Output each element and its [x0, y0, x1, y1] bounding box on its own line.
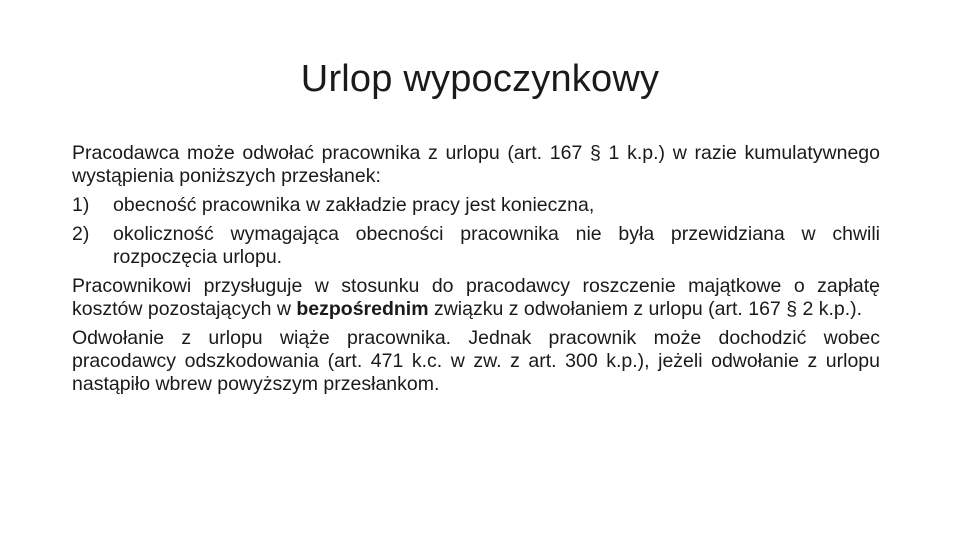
- slide-title: Urlop wypoczynkowy: [300, 58, 660, 100]
- list-text: okoliczność wymagająca obecności pracownika nie była przewidziana w chwili rozpoczęcia urlopu.: [113, 223, 880, 268]
- list-number: 1): [72, 194, 90, 216]
- compensation-paragraph: [72, 275, 880, 321]
- list-item-2: [72, 223, 880, 269]
- slide-body: [72, 142, 880, 402]
- list-item-1: [72, 194, 880, 217]
- compensation-text-before: Pracownikowi przysługuje w stosunku do pracodawcy roszczenie majątkowe o zapłatę kosztów pozostających w: [72, 275, 880, 320]
- intro-paragraph: Pracodawca może odwołać pracownika z urlopu (art. 167 § 1 k.p.) w razie kumulatywnego wystąpienia poniższych przesłanek:: [72, 142, 880, 187]
- compensation-text-after: związku z odwołaniem z urlopu (art. 167 § 2 k.p.).: [428, 298, 863, 320]
- list-number: 2): [72, 223, 90, 245]
- list-text: obecność pracownika w zakładzie pracy jest konieczna,: [113, 194, 595, 216]
- damages-paragraph: Odwołanie z urlopu wiąże pracownika. Jednak pracownik może dochodzić wobec pracodawcy odszkodowania (art. 471 k.c. w zw. z art. 300 k.p.), jeżeli odwołanie z urlopu nastąpiło wbrew powyższym przesłankom.: [72, 327, 880, 395]
- emphasis-bold: bezpośrednim: [296, 298, 429, 320]
